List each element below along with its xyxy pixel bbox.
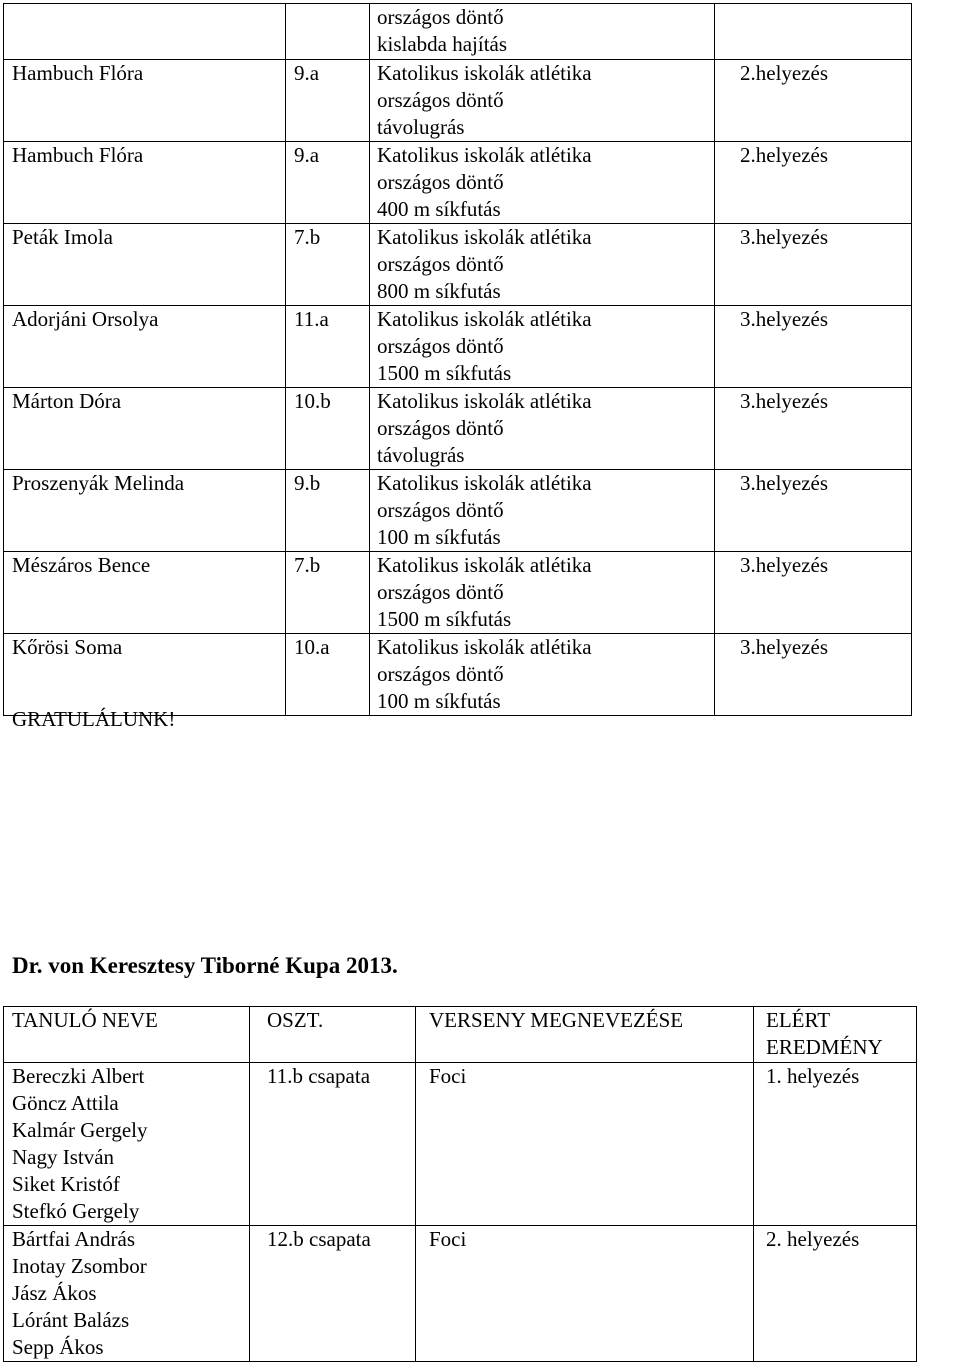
class-cell: 11.b csapata xyxy=(250,1063,416,1226)
competition-cell: Foci xyxy=(416,1226,754,1362)
competition-line: országos döntő xyxy=(377,662,504,686)
competition-cell: Foci xyxy=(416,1063,754,1226)
competition-line: országos döntő xyxy=(377,580,504,604)
table-row xyxy=(4,552,912,634)
competition-cell xyxy=(370,142,715,224)
team-member-name: Siket Kristóf xyxy=(12,1172,120,1196)
team-member-name: Bártfai András xyxy=(12,1227,136,1251)
column-header-result xyxy=(754,1007,917,1063)
team-members-cell xyxy=(4,1226,250,1362)
class-cell: 10.a xyxy=(286,634,370,716)
class-cell xyxy=(286,4,370,60)
competition-line: Katolikus iskolák atlétika xyxy=(377,389,592,413)
name-cell: Peták Imola xyxy=(4,224,286,306)
name-cell: Mészáros Bence xyxy=(4,552,286,634)
result-cell: 1. helyezés xyxy=(754,1063,917,1226)
name-cell: Proszenyák Melinda xyxy=(4,470,286,552)
results-table-football-cup xyxy=(3,1006,917,1362)
team-member-name: Nagy István xyxy=(12,1145,115,1169)
name-cell: Kőrösi Soma xyxy=(4,634,286,716)
team-members-cell xyxy=(4,1063,250,1226)
result-cell: 2. helyezés xyxy=(754,1226,917,1362)
team-member-name: Sepp Ákos xyxy=(12,1335,104,1359)
class-cell: 7.b xyxy=(286,224,370,306)
column-header-competition: VERSENY MEGNEVEZÉSE xyxy=(416,1007,754,1063)
result-cell: 3.helyezés xyxy=(715,470,912,552)
table-row xyxy=(4,1226,917,1362)
results-table-athletics xyxy=(3,3,912,716)
competition-line: Katolikus iskolák atlétika xyxy=(377,471,592,495)
competition-cell xyxy=(370,388,715,470)
competition-cell xyxy=(370,4,715,60)
competition-cell xyxy=(370,552,715,634)
name-cell: Hambuch Flóra xyxy=(4,60,286,142)
competition-line: 1500 m síkfutás xyxy=(377,361,512,385)
competition-line: Katolikus iskolák atlétika xyxy=(377,143,592,167)
team-member-name: Stefkó Gergely xyxy=(12,1199,140,1223)
competition-line: Katolikus iskolák atlétika xyxy=(377,307,592,331)
result-cell: 3.helyezés xyxy=(715,634,912,716)
competition-line: 800 m síkfutás xyxy=(377,279,501,303)
result-cell: 2.helyezés xyxy=(715,142,912,224)
competition-line: 100 m síkfutás xyxy=(377,525,501,549)
class-cell: 9.b xyxy=(286,470,370,552)
competition-line: Katolikus iskolák atlétika xyxy=(377,635,592,659)
result-cell xyxy=(715,4,912,60)
competition-line: országos döntő xyxy=(377,252,504,276)
competition-line: Katolikus iskolák atlétika xyxy=(377,61,592,85)
class-cell: 9.a xyxy=(286,60,370,142)
competition-line: Katolikus iskolák atlétika xyxy=(377,225,592,249)
competition-cell xyxy=(370,224,715,306)
table-row xyxy=(4,1063,917,1226)
team-member-name: Göncz Attila xyxy=(12,1091,119,1115)
class-cell: 9.a xyxy=(286,142,370,224)
competition-cell xyxy=(370,306,715,388)
competition-line: 400 m síkfutás xyxy=(377,197,501,221)
result-cell: 2.helyezés xyxy=(715,60,912,142)
competition-cell xyxy=(370,60,715,142)
table-row xyxy=(4,634,912,716)
competition-line: országos döntő xyxy=(377,88,504,112)
table-row xyxy=(4,388,912,470)
result-cell: 3.helyezés xyxy=(715,224,912,306)
competition-cell xyxy=(370,470,715,552)
table-row xyxy=(4,60,912,142)
competition-line: országos döntő xyxy=(377,498,504,522)
table-row xyxy=(4,470,912,552)
column-header-result-line: EREDMÉNY xyxy=(766,1035,883,1059)
result-cell: 3.helyezés xyxy=(715,306,912,388)
competition-line: Katolikus iskolák atlétika xyxy=(377,553,592,577)
column-header-result-line: ELÉRT xyxy=(766,1008,831,1032)
table-row xyxy=(4,224,912,306)
class-cell: 12.b csapata xyxy=(250,1226,416,1362)
team-member-name: Bereczki Albert xyxy=(12,1064,145,1088)
team-member-name: Kalmár Gergely xyxy=(12,1118,148,1142)
competition-line: országos döntő xyxy=(377,5,504,29)
class-cell: 7.b xyxy=(286,552,370,634)
name-cell: Márton Dóra xyxy=(4,388,286,470)
result-cell: 3.helyezés xyxy=(715,388,912,470)
name-cell: Adorjáni Orsolya xyxy=(4,306,286,388)
congratulations-text: GRATULÁLUNK! xyxy=(12,707,176,731)
competition-line: távolugrás xyxy=(377,443,465,467)
class-cell: 11.a xyxy=(286,306,370,388)
team-member-name: Lóránt Balázs xyxy=(12,1308,130,1332)
competition-line: 100 m síkfutás xyxy=(377,689,501,713)
name-cell: Hambuch Flóra xyxy=(4,142,286,224)
table-header-row xyxy=(4,1007,917,1063)
competition-line: országos döntő xyxy=(377,416,504,440)
result-cell: 3.helyezés xyxy=(715,552,912,634)
competition-line: távolugrás xyxy=(377,115,465,139)
name-cell xyxy=(4,4,286,60)
competition-line: kislabda hajítás xyxy=(377,32,508,56)
column-header-class: OSZT. xyxy=(250,1007,416,1063)
competition-cell xyxy=(370,634,715,716)
competition-line: országos döntő xyxy=(377,334,504,358)
competition-line: 1500 m síkfutás xyxy=(377,607,512,631)
competition-line: országos döntő xyxy=(377,170,504,194)
section-title: Dr. von Keresztesy Tiborné Kupa 2013. xyxy=(12,953,398,978)
class-cell: 10.b xyxy=(286,388,370,470)
team-member-name: Inotay Zsombor xyxy=(12,1254,147,1278)
table-row xyxy=(4,142,912,224)
column-header-name: TANULÓ NEVE xyxy=(4,1007,250,1063)
table-row xyxy=(4,4,912,60)
table-row xyxy=(4,306,912,388)
team-member-name: Jász Ákos xyxy=(12,1281,97,1305)
